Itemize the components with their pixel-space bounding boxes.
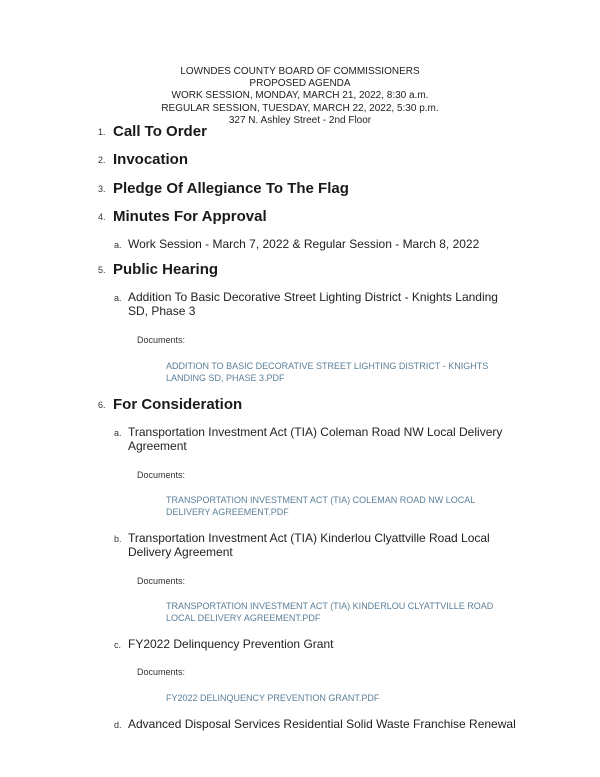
subitem-letter: b.	[114, 534, 122, 544]
item-title-minutes: Minutes For Approval	[113, 208, 267, 225]
subitem-letter: c.	[114, 640, 122, 650]
item-title-invocation: Invocation	[113, 151, 189, 168]
item-title-for-consideration: For Consideration	[113, 396, 243, 413]
subitem-consideration-c: FY2022 Delinquency Prevention Grant	[128, 637, 334, 651]
subitem-minutes-a: Work Session - March 7, 2022 & Regular Session - March 8, 2022	[128, 237, 480, 251]
agenda-header	[0, 66, 600, 127]
item-title-call-to-order: Call To Order	[113, 123, 207, 140]
header-regular-session: REGULAR SESSION, TUESDAY, MARCH 22, 2022, 5:30 p.m.	[161, 102, 439, 114]
subitem-letter: a.	[114, 293, 122, 303]
subitem-consideration-a: Transportation Investment Act (TIA) Coleman Road NW Local Delivery Agreement	[128, 425, 503, 453]
item-number: 5.	[98, 265, 106, 275]
header-location: 327 N. Ashley Street - 2nd Floor	[228, 114, 372, 126]
document-link[interactable]: FY2022 DELINQUENCY PREVENTION GRANT.PDF	[166, 693, 380, 703]
item-title-pledge: Pledge Of Allegiance To The Flag	[113, 180, 349, 197]
documents-label: Documents:	[137, 667, 186, 677]
documents-label: Documents:	[137, 335, 186, 345]
subitem-public-hearing-a: Addition To Basic Decorative Street Lighting District - Knights Landing SD, Phase 3	[128, 290, 498, 318]
header-work-session: WORK SESSION, MONDAY, MARCH 21, 2022, 8:30 a.m.	[171, 90, 429, 102]
document-link[interactable]: TRANSPORTATION INVESTMENT ACT (TIA) KINDERLOU CLYATTVILLE ROAD LOCAL DELIVERY AGREEMENT.PDF	[166, 601, 494, 623]
item-number: 2.	[98, 155, 106, 165]
subitem-letter: a.	[114, 240, 122, 250]
item-number: 6.	[98, 400, 106, 410]
documents-label: Documents:	[137, 470, 186, 480]
subitem-consideration-b: Transportation Investment Act (TIA) Kinderlou Clyattville Road Local Delivery Agreement	[128, 531, 490, 559]
subitem-letter: d.	[114, 720, 122, 730]
header-doc-type: PROPOSED AGENDA	[249, 78, 351, 90]
subitem-consideration-d: Advanced Disposal Services Residential Solid Waste Franchise Renewal	[128, 717, 516, 731]
documents-label: Documents:	[137, 576, 186, 586]
item-title-public-hearing: Public Hearing	[113, 261, 219, 278]
header-org: LOWNDES COUNTY BOARD OF COMMISSIONERS	[180, 66, 420, 77]
item-number: 1.	[98, 127, 106, 137]
item-number: 3.	[98, 184, 106, 194]
document-link[interactable]: TRANSPORTATION INVESTMENT ACT (TIA) COLEMAN ROAD NW LOCAL DELIVERY AGREEMENT.PDF	[166, 495, 475, 517]
subitem-letter: a.	[114, 428, 122, 438]
document-link[interactable]: ADDITION TO BASIC DECORATIVE STREET LIGHTING DISTRICT - KNIGHTS LANDING SD, PHASE 3.PDF	[166, 361, 489, 383]
item-number: 4.	[98, 212, 106, 222]
